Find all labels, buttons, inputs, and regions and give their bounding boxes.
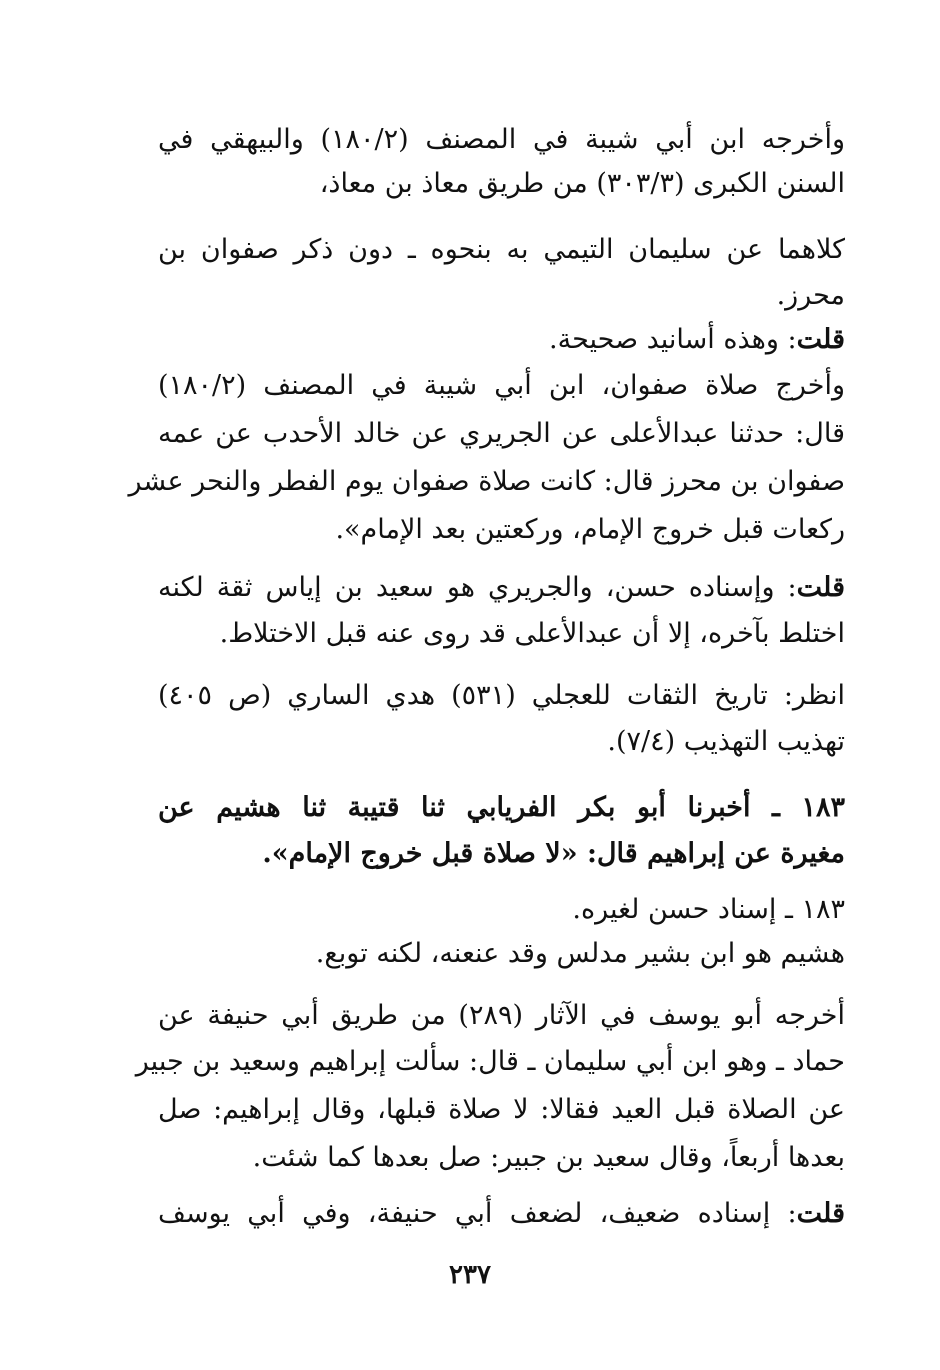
text-line: وأخرج صلاة صفوان، ابن أبي شيبة في المصنف (١٨٠/٢)	[158, 370, 845, 401]
note-keyword: قلت	[796, 572, 845, 603]
text-line: صفوان بن محرز قال: كانت صلاة صفوان يوم الفطر والنحر عشر	[128, 466, 845, 497]
text-line: قلت: وإسناده حسن، والجريري هو سعيد بن إياس ثقة لكنه	[158, 572, 845, 603]
text-line: ركعات قبل خروج الإمام، وركعتين بعد الإمام».	[335, 514, 845, 545]
text-line: حماد ـ وهو ابن أبي سليمان ـ قال: سألت إبراهيم وسعيد بن جبير	[135, 1046, 845, 1077]
page-number: ٢٣٧	[449, 1260, 491, 1290]
text-line: وأخرجه ابن أبي شيبة في المصنف (١٨٠/٢) والبيهقي في	[158, 124, 845, 155]
text-line: محرز.	[776, 280, 845, 311]
text-line: ١٨٣ ـ إسناد حسن لغيره.	[572, 894, 845, 925]
text-line: أخرجه أبو يوسف في الآثار (٢٨٩) من طريق أبي حنيفة عن	[158, 1000, 845, 1031]
text-line: قلت: وهذه أسانيد صحيحة.	[549, 324, 845, 355]
hadith-text-line: مغيرة عن إبراهيم قال: «لا صلاة قبل خروج الإمام».	[262, 838, 845, 869]
text-line: قال: حدثنا عبدالأعلى عن الجريري عن خالد الأحدب عن عمه	[158, 418, 845, 449]
text-line: السنن الكبرى (٣٠٣/٣) من طريق معاذ بن معاذ،	[319, 168, 845, 199]
text-line: قلت: إسناده ضعيف، لضعف أبي حنيفة، وفي أبي يوسف	[158, 1198, 845, 1229]
note-keyword: قلت	[796, 324, 845, 355]
text-line: هشيم هو ابن بشير مدلس وقد عنعنه، لكنه توبع.	[315, 938, 845, 969]
text-line: انظر: تاريخ الثقات للعجلي (٥٣١) هدي الساري (ص ٤٠٥)	[158, 680, 845, 711]
text-line: تهذيب التهذيب (٧/٤).	[607, 726, 845, 757]
note-keyword: قلت	[796, 1198, 845, 1229]
text-line: عن الصلاة قبل العيد فقالا: لا صلاة قبلها، وقال إبراهيم: صل	[158, 1094, 845, 1125]
text-line: اختلط بآخره، إلا أن عبدالأعلى قد روى عنه قبل الاختلاط.	[219, 618, 845, 649]
text-line: بعدها أربعاً، وقال سعيد بن جبير: صل بعدها كما شئت.	[252, 1142, 845, 1173]
text-line: كلاهما عن سليمان التيمي به بنحوه ـ دون ذكر صفوان بن	[158, 234, 845, 265]
hadith-text-line: ١٨٣ ـ أخبرنا أبو بكر الفريابي ثنا قتيبة ثنا هشيم عن	[158, 792, 845, 823]
